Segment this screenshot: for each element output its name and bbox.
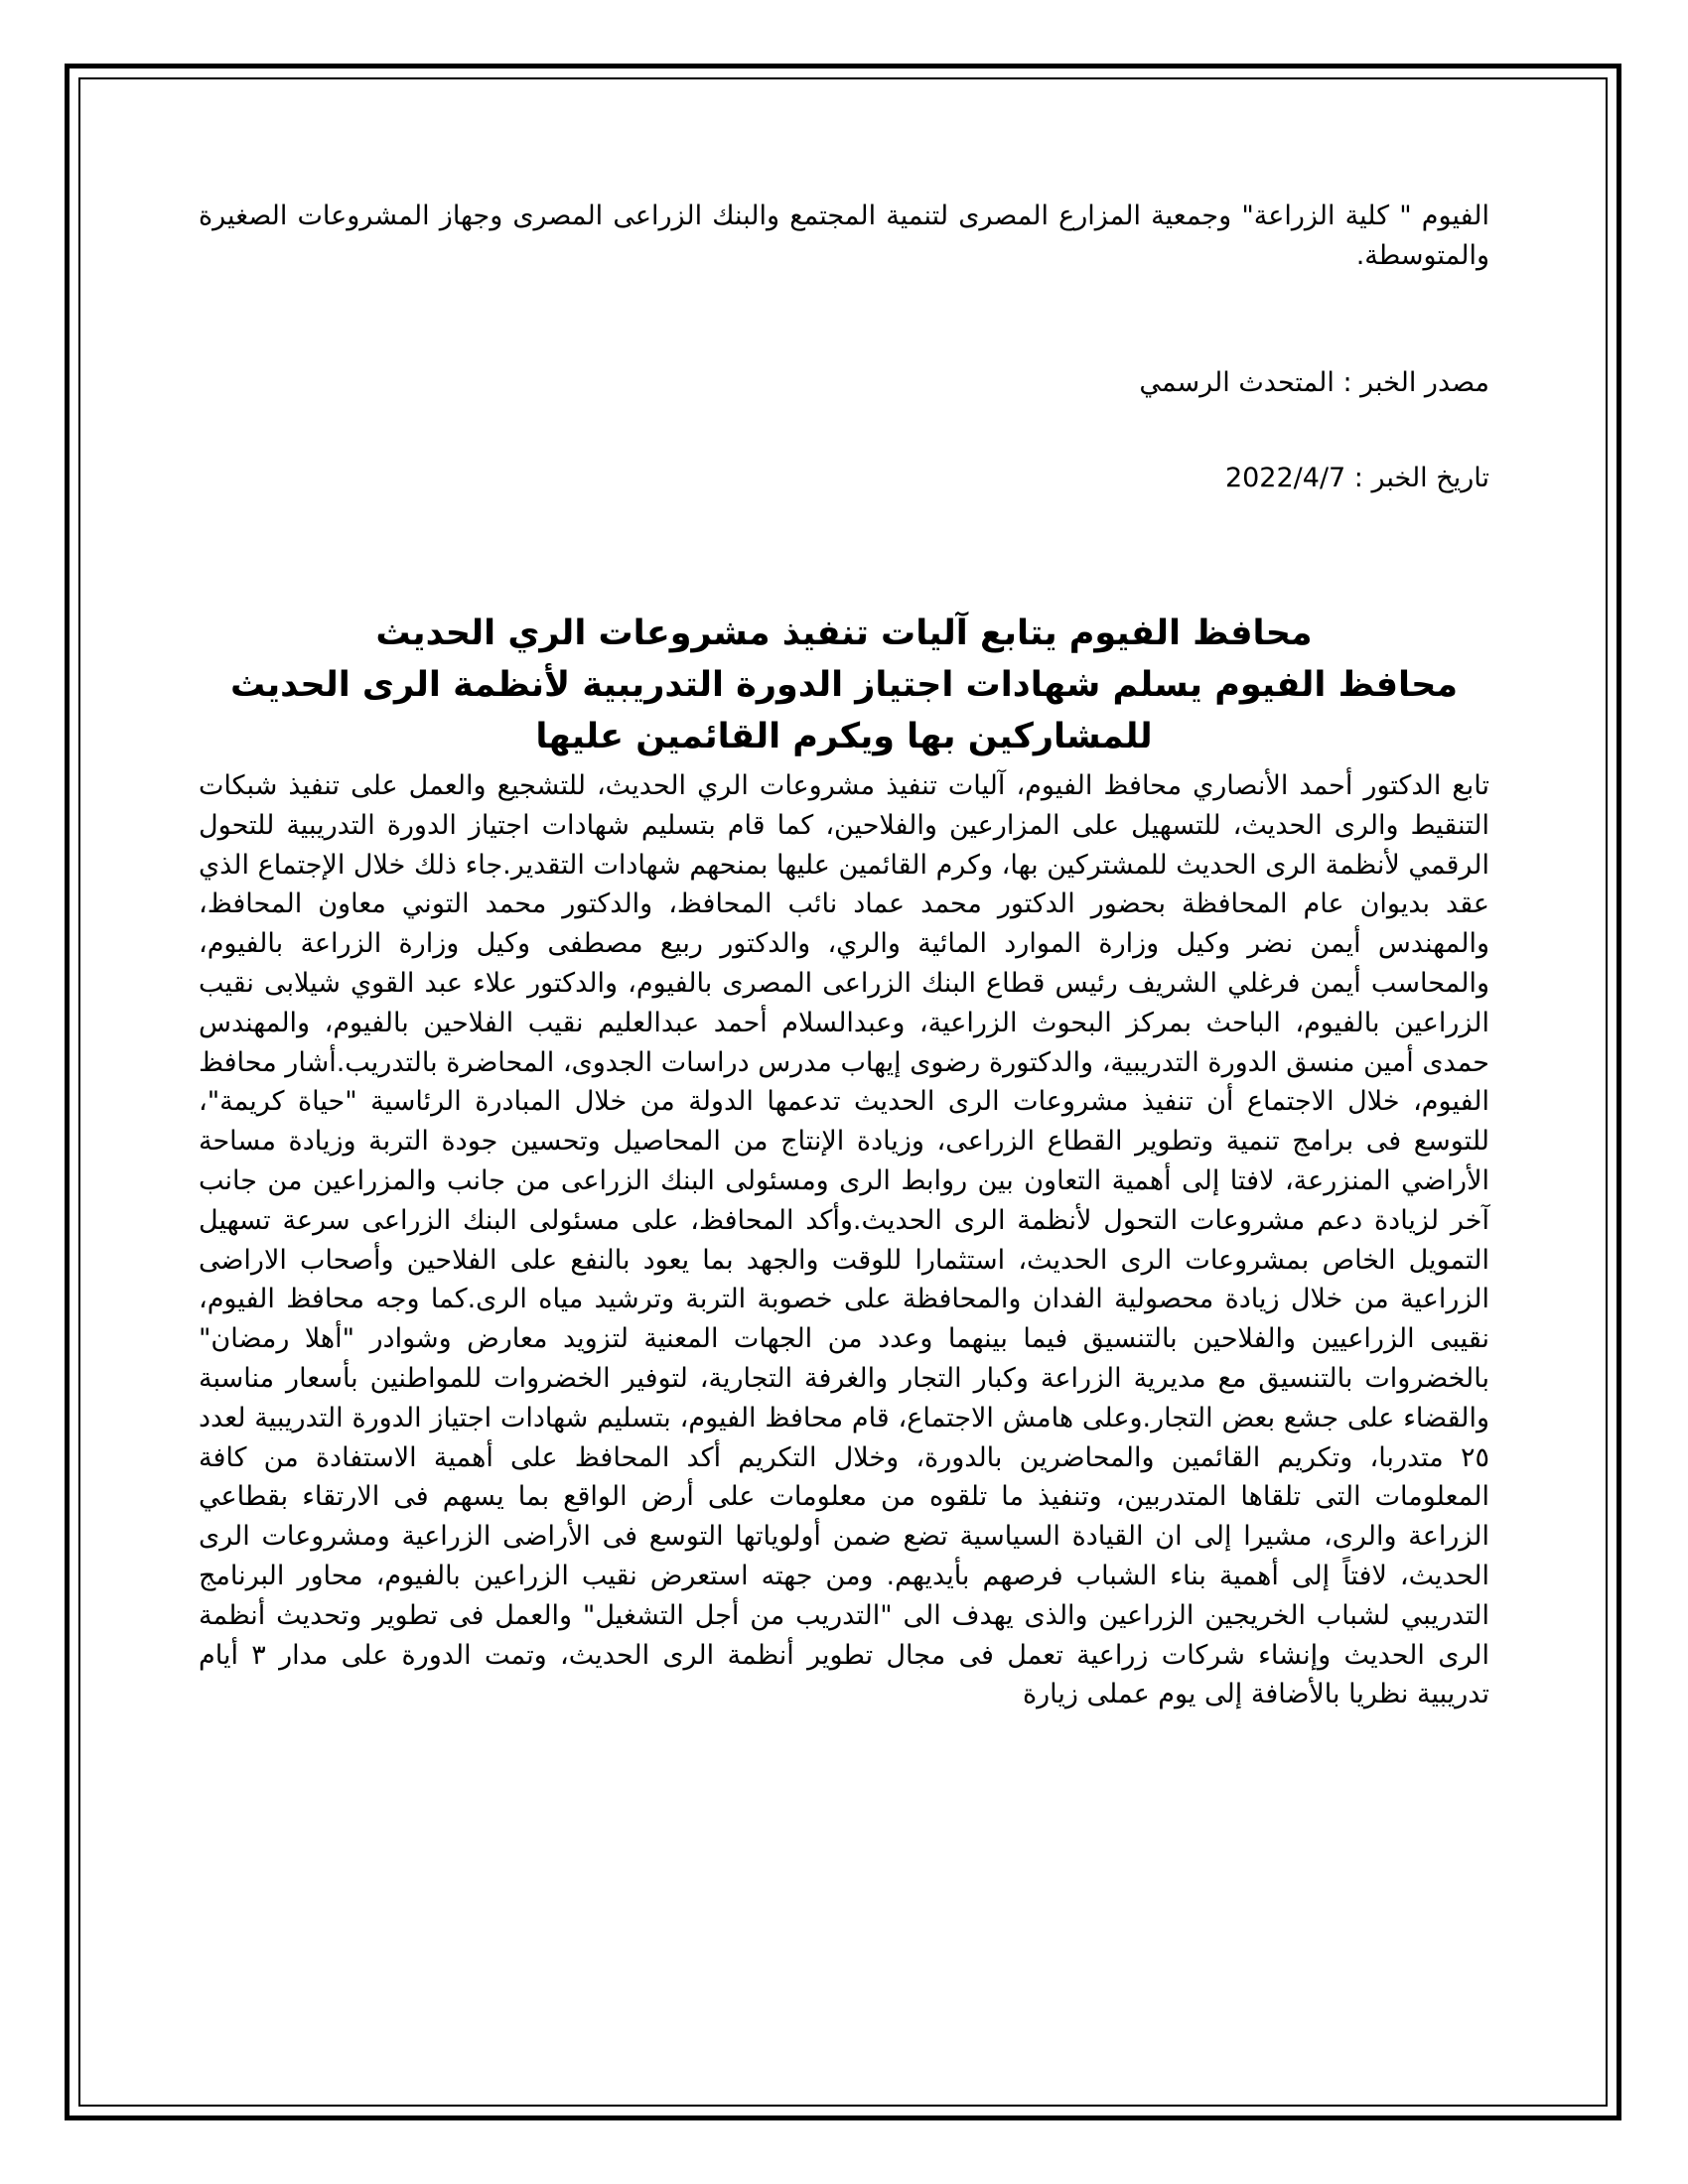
news-date: تاريخ الخبر : 2022/4/7 xyxy=(1224,463,1489,493)
headline-line-2: محافظ الفيوم يسلم شهادات اجتياز الدورة التدريبية لأنظمة الرى الحديث xyxy=(229,665,1459,705)
headline-line-1: محافظ الفيوم يتابع آليات تنفيذ مشروعات الري الحديث xyxy=(375,614,1313,653)
article-body: تابع الدكتور أحمد الأنصاري محافظ الفيوم، آليات تنفيذ مشروعات الري الحديث، للتشجيع والعمل على تنفيذ شبكات التنقيط والرى الحديث، للتسهيل على المزارعين والفلاحين، كما قام بتسليم شهادات اجتياز الدورة التدريبية للتحول الرقمي لأنظمة الرى الحديث للمشتركين بها، وكرم القائمين عليها بمنحهم شهادات التقدير.جاء ذلك خلال الإجتماع الذي عقد بديوان عام المحافظة بحضور الدكتور محمد عماد نائب المحافظ، والدكتور محمد التوني معاون المحافظ، والمهندس أيمن نضر وكيل وزارة الموارد المائية والري، والدكتور ربيع مصطفى وكيل وزارة الزراعة بالفيوم، والمحاسب أيمن فرغلي الشريف رئيس قطاع البنك الزراعى المصرى بالفيوم، والدكتور علاء عبد القوي شيلابى نقيب الزراعين بالفيوم، الباحث بمركز البحوث الزراعية، وعبدالسلام أحمد عبدالعليم نقيب الفلاحين بالفيوم، والمهندس حمدى أمين منسق الدورة التدريبية، والدكتورة رضوى إيهاب مدرس دراسات الجدوى، المحاضرة بالتدريب.أشار محافظ الفيوم، خلال الاجتماع أن تنفيذ مشروعات الرى الحديث تدعمها الدولة من خلال المبادرة الرئاسية "حياة كريمة"، للتوسع فى برامج تنمية وتطوير القطاع الزراعى، وزيادة الإنتاج من المحاصيل وتحسين جودة التربة وزيادة مساحة الأراضي المنزرعة، لافتا إلى أهمية التعاون بين روابط الرى ومسئولى البنك الزراعى من جانب والمزراعين من جانب آخر لزيادة دعم مشروعات التحول لأنظمة الرى الحديث.وأكد المحافظ، على مسئولى البنك الزراعى سرعة تسهيل التمويل الخاص بمشروعات الرى الحديث، استثمارا للوقت والجهد بما يعود بالنفع على الفلاحين وأصحاب الاراضى الزراعية من خلال زيادة محصولية الفدان والمحافظة على خصوبة التربة وترشيد مياه الرى.كما وجه محافظ الفيوم، نقيبى الزراعيين والفلاحين بالتنسيق فيما بينهما وعدد من الجهات المعنية لتزويد معارض وشوادر "أهلا رمضان" بالخضروات بالتنسيق مع مديرية الزراعة وكبار التجار والغرفة التجارية، لتوفير الخضروات للمواطنين بأسعار مناسبة والقضاء على جشع بعض التجار.وعلى هامش الاجتماع، قام محافظ الفيوم، بتسليم شهادات اجتياز الدورة التدريبية لعدد ٢٥ متدربا، وتكريم القائمين والمحاضرين بالدورة، وخلال التكريم أكد المحافظ على أهمية الاستفادة من كافة المعلومات التى تلقاها المتدربين، وتنفيذ ما تلقوه من معلومات على أرض الواقع بما يسهم فى الارتقاء بقطاعي الزراعة والرى، مشيرا إلى ان القيادة السياسية تضع ضمن أولوياتها التوسع فى الأراضى الزراعية ومشروعات الرى الحديث، لافتاً إلى أهمية بناء الشباب فرصهم بأيديهم. ومن جهته استعرض نقيب الزراعين بالفيوم، محاور البرنامج التدريبي لشباب الخريجين الزراعين والذى يهدف الى "التدريب من أجل التشغيل" والعمل فى تطوير وتحديث أنظمة الرى الحديث وإنشاء شركات زراعية تعمل فى مجال تطوير أنظمة الرى الحديث، وتمت الدورة على مدار ٣ أيام تدريبية نظريا بالأضافة إلى يوم عملى زيارة xyxy=(199,770,1489,1710)
document-content xyxy=(199,197,1489,1714)
headline xyxy=(199,608,1489,762)
news-source: مصدر الخبر : المتحدث الرسمي xyxy=(1139,367,1489,398)
headline-line-3: للمشاركين بها ويكرم القائمين عليها xyxy=(535,717,1153,756)
intro-paragraph: الفيوم " كلية الزراعة" وجمعية المزارع المصرى لتنمية المجتمع والبنك الزراعى المصرى وجهاز المشروعات الصغيرة والمتوسطة. xyxy=(199,201,1489,271)
